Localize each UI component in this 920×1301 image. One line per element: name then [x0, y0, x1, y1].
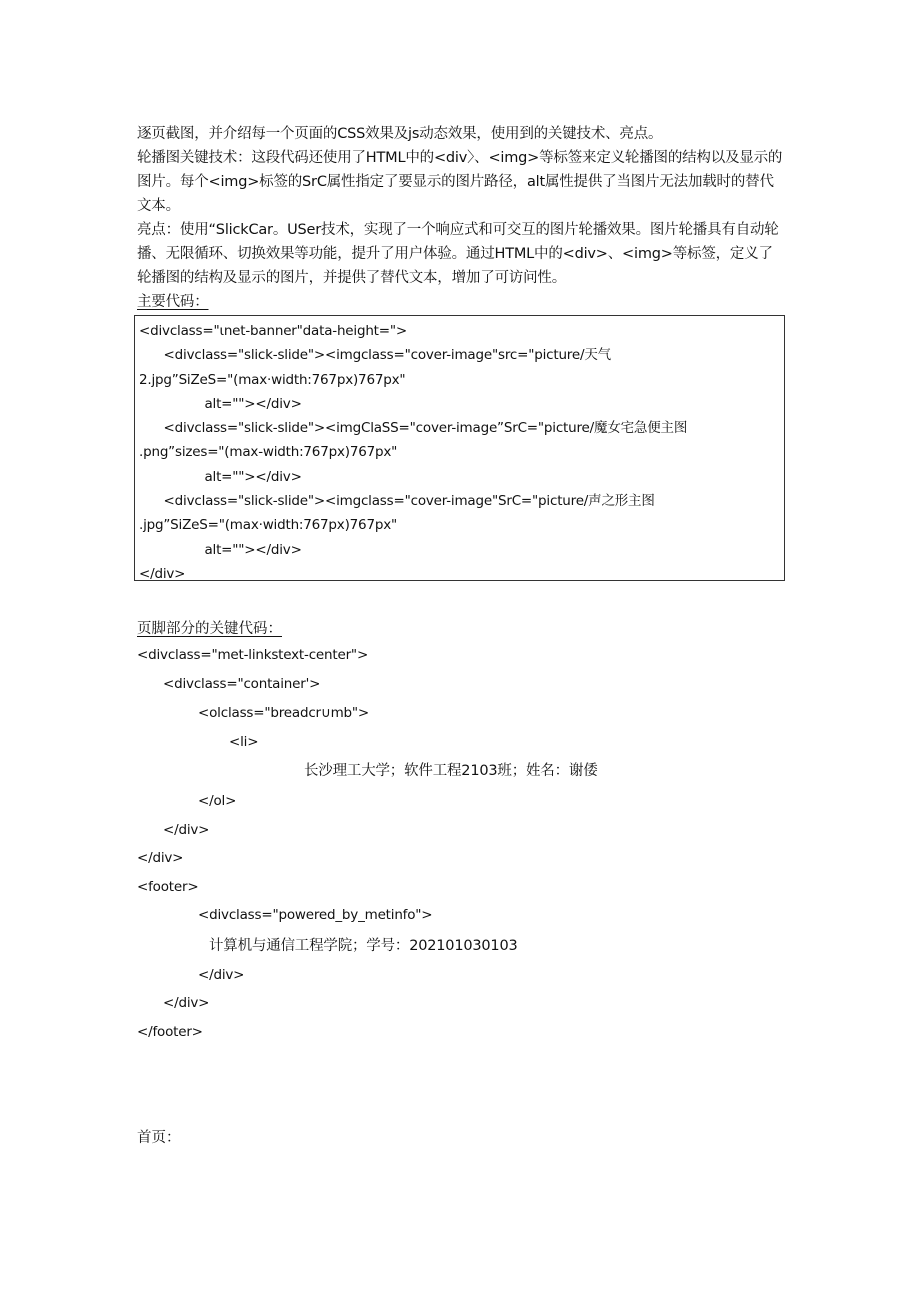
footer-code-line: <olclass="breadcr∪mb">: [198, 705, 370, 721]
footer-code-line: <divclass="powered_by_metinfo">: [198, 907, 433, 923]
footer-code-line: <footer>: [137, 879, 199, 895]
code-line: alt=""></div>: [139, 541, 302, 558]
code-line: <divclass="slick-slide"><imgclass="cover-image"src="picture/天气: [139, 347, 611, 364]
code-line: 2.jpg”SiZeS="(max·width:767px)767px": [139, 371, 406, 388]
code-line: <divclass="slick-slide"><imgclass="cover-image"SrC="picture/声之形主图: [139, 493, 655, 510]
footer-code-line: 长沙理工大学；软件工程2103班；姓名：谢倭: [304, 763, 598, 779]
main-code-box: [134, 315, 785, 581]
footer-code-line: 计算机与通信工程学院；学号：202101030103: [209, 938, 518, 954]
footer-code-line: <divclass="met-linkstext-center">: [137, 647, 369, 663]
footer-code-line: </footer>: [137, 1024, 203, 1040]
footer-code-line: </div>: [137, 850, 184, 866]
footer-code-line: </div>: [163, 995, 210, 1011]
code-line: alt=""></div>: [139, 468, 302, 485]
code-line: <divclass="ιnet-banner"data-height=">: [139, 323, 408, 339]
homepage-label: 首页：: [137, 1130, 181, 1146]
main-code-label: 主要代码：: [137, 294, 209, 310]
intro-line: 逐页截图，并介绍每一个页面的CSS效果及js动态效果，使用到的关键技术、亮点。: [137, 126, 663, 142]
footer-code-line: </div>: [198, 967, 245, 983]
footer-code-title: 页脚部分的关键代码：: [137, 621, 282, 637]
code-line: alt=""></div>: [139, 395, 302, 412]
code-line: .jpg”SiZeS="(max·width:767px)767px": [139, 517, 397, 534]
footer-code-line: <li>: [229, 734, 259, 750]
intro-section: [137, 122, 787, 314]
carousel-tech-paragraph: 轮播图关键技术：这段代码还使用了HTML中的<div〉、<img>等标签来定义轮播图的结构以及显示的图片。每个<img>标签的SrC属性指定了要显示的图片路径，alt属性提供了当图片无法加载时的替代文本。: [137, 150, 783, 214]
highlight-paragraph: 亮点：使用“SlickCar。USer技术，实现了一个响应式和可交互的图片轮播效果。图片轮播具有自动轮播、无限循环、切换效果等功能，提升了用户体验。通过HTML中的<div>、<img>等标签，定义了轮播图的结构及显示的图片，并提供了替代文本，增加了可访问性。: [137, 222, 779, 286]
code-line: .png”sizes="(max-width:767px)767px": [139, 444, 398, 461]
footer-code-line: <divclass="container'>: [163, 676, 321, 692]
footer-code-line: </div>: [163, 822, 210, 838]
code-line: <divclass="slick-slide"><imgClaSS="cover-image”SrC="picture/魔女宅急便主图: [139, 420, 688, 437]
code-line: </div>: [139, 565, 186, 582]
footer-code-line: </ol>: [198, 793, 237, 809]
